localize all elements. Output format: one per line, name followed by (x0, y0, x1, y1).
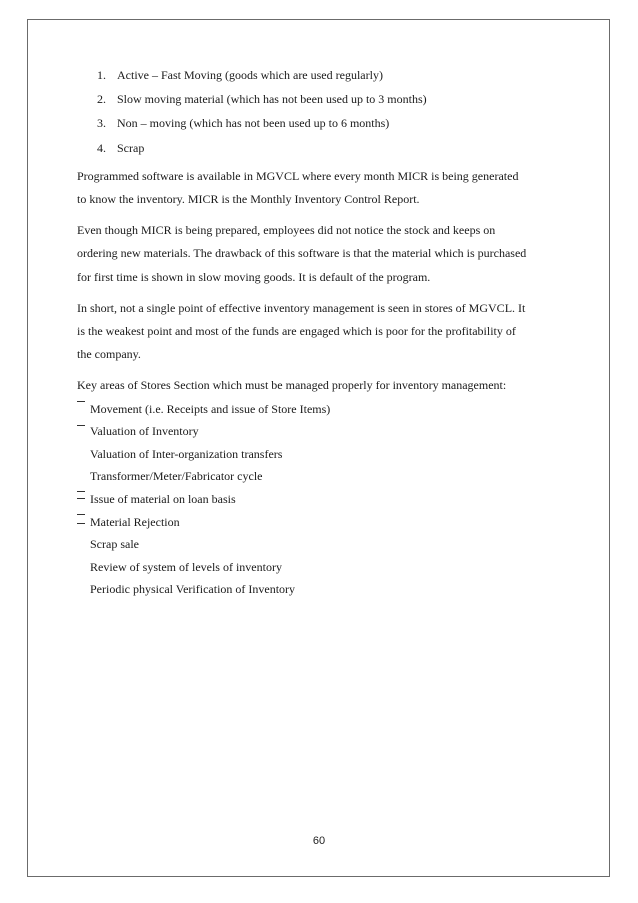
list-number: 2. (97, 92, 106, 107)
list-text: Periodic physical Verification of Inventory (90, 582, 296, 597)
text-line: for first time is shown in slow moving goods. It is default of the program. (77, 269, 431, 284)
list-text: Valuation of Inventory (90, 424, 199, 439)
key-areas-intro: Key areas of Stores Section which must be managed properly for inventory management: (77, 378, 507, 393)
list-item (77, 556, 567, 579)
list-item (77, 68, 567, 82)
paragraph-micr (77, 219, 567, 289)
list-item (77, 420, 567, 443)
list-text: Movement (i.e. Receipts and issue of Store Items) (90, 401, 331, 416)
bullet-mark-icon (77, 398, 87, 420)
list-text: Non – moving (which has not been used up to 6 months) (117, 116, 390, 131)
list-item (77, 533, 567, 556)
list-item (77, 511, 567, 534)
text-line: ordering new materials. The drawback of this software is that the material which is purchased (77, 246, 527, 261)
list-text: Scrap sale (90, 537, 139, 552)
list-number: 1. (97, 68, 106, 82)
text-line: Programmed software is available in MGVCL where every month MICR is being generated (77, 168, 519, 183)
list-text: Active – Fast Moving (goods which are used regularly) (117, 68, 383, 82)
inventory-category-list (77, 68, 567, 155)
key-areas-list (77, 398, 567, 601)
text-line: is the weakest point and most of the funds are engaged which is poor for the profitability of (77, 323, 516, 338)
list-text: Scrap (117, 140, 145, 155)
text-line: Even though MICR is being prepared, employees did not notice the stock and keeps on (77, 223, 496, 238)
bullet-mark-icon (77, 511, 87, 533)
list-item (77, 92, 567, 106)
list-text: Review of system of levels of inventory (90, 559, 282, 574)
paragraph-summary (77, 297, 567, 367)
list-text: Material Rejection (90, 514, 180, 529)
text-line: the company. (77, 347, 141, 362)
list-item (77, 578, 567, 601)
list-text: Issue of material on loan basis (90, 491, 236, 506)
list-number: 3. (97, 116, 106, 131)
list-item (77, 465, 567, 488)
list-item (77, 116, 567, 130)
paragraph-software (77, 165, 567, 211)
list-text: Transformer/Meter/Fabricator cycle (90, 469, 263, 484)
list-item (77, 141, 567, 155)
page-number: 60 (312, 835, 326, 847)
bullet-mark-icon (77, 420, 87, 442)
list-text: Valuation of Inter-organization transfers (90, 446, 283, 461)
text-line: In short, not a single point of effective inventory management is seen in stores of MGVCL. It (77, 300, 526, 315)
list-item (77, 398, 567, 421)
list-item (77, 488, 567, 511)
list-item (77, 443, 567, 466)
list-text: Slow moving material (which has not been used up to 3 months) (117, 92, 427, 107)
page-content (77, 68, 567, 601)
bullet-mark-icon (77, 488, 87, 510)
list-number: 4. (97, 140, 106, 155)
text-line: to know the inventory. MICR is the Monthly Inventory Control Report. (77, 191, 420, 206)
